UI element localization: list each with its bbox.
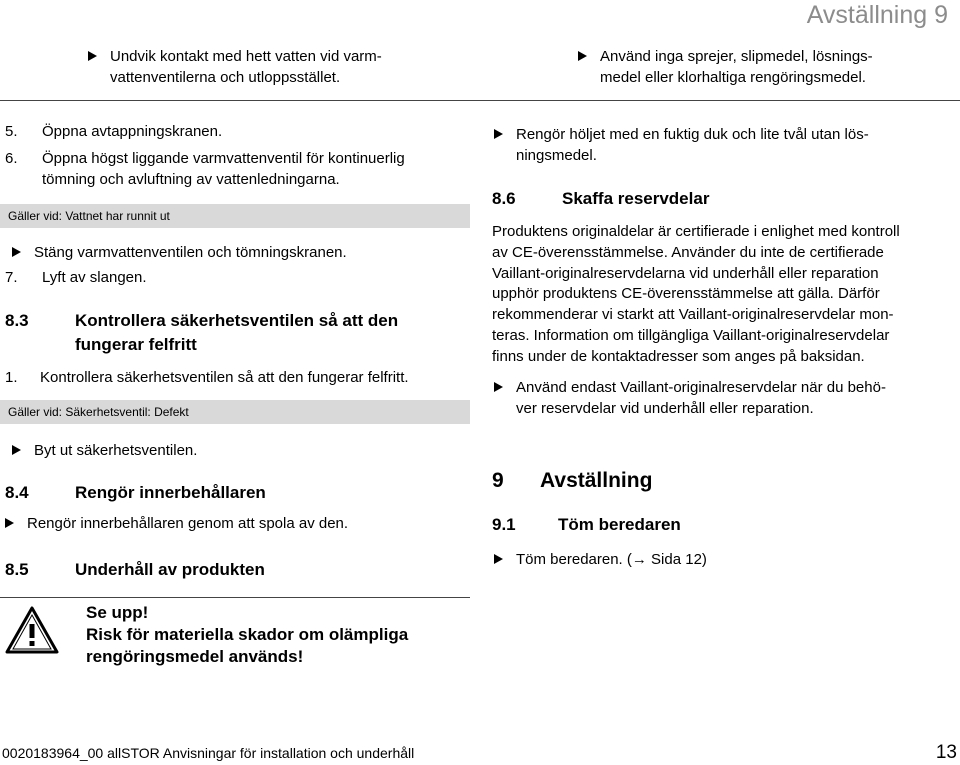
- bullet-use-original-parts: Använd endast Vaillant-originalreservdelar när du behö- ver reservdelar vid underhåll eller reparation.: [494, 377, 958, 419]
- bullet-arrow-icon: [5, 518, 14, 528]
- header-divider: [0, 100, 960, 101]
- step-1: 1. Kontrollera säkerhetsventilen så att den fungerar felfritt.: [5, 369, 409, 386]
- bullet-close-valves: Stäng varmvattenventilen och tömningskranen.: [12, 242, 347, 263]
- condition-label: Gäller vid:: [8, 209, 63, 223]
- condition-value: Vattnet har runnit ut: [65, 209, 170, 223]
- top-right-bullet: Använd inga sprejer, slipmedel, lösnings- medel eller klorhaltiga rengöringsmedel.: [578, 46, 958, 88]
- section-9-1-heading: 9.1 Töm beredaren: [492, 515, 681, 534]
- step-5: 5. Öppna avtappningskranen.: [5, 123, 223, 140]
- warning-triangle-icon: [4, 605, 60, 661]
- section-8-4-heading: 8.4 Rengör innerbehållaren: [5, 483, 266, 502]
- section-8-6-heading: 8.6 Skaffa reservdelar: [492, 189, 710, 208]
- bullet-arrow-icon: [88, 51, 97, 61]
- footer-document-id: 0020183964_00 allSTOR Anvisningar för installation och underhåll: [2, 745, 415, 761]
- warning-divider: [0, 597, 470, 598]
- running-header-title: Avställning 9: [806, 1, 948, 29]
- bullet-arrow-icon: [12, 247, 21, 257]
- condition-value: Säkerhetsventil: Defekt: [65, 405, 189, 419]
- bullet-empty-tank: Töm beredaren. (→ Sida 12): [494, 549, 707, 570]
- section-9-heading: 9 Avställning: [492, 469, 653, 492]
- warning-message: Se upp! Risk för materiella skador om olämpliga rengöringsmedel används!: [86, 602, 466, 668]
- bullet-arrow-icon: [494, 382, 503, 392]
- section-8-5-heading: 8.5 Underhåll av produkten: [5, 560, 265, 579]
- condition-label: Gäller vid:: [8, 405, 63, 419]
- section-8-3-heading: 8.3 Kontrollera säkerhetsventilen så att den fungerar felfritt: [5, 311, 399, 354]
- bullet-clean-casing: Rengör höljet med en fuktig duk och lite tvål utan lös- ningsmedel.: [494, 124, 958, 166]
- warning-title: Se upp!: [86, 603, 149, 622]
- bullet-arrow-icon: [494, 554, 503, 564]
- bullet-rinse-tank: Rengör innerbehållaren genom att spola av den.: [5, 513, 348, 534]
- bullet-replace-valve: Byt ut säkerhetsventilen.: [12, 440, 197, 461]
- bullet-arrow-icon: [12, 445, 21, 455]
- top-left-bullet: Undvik kontakt med hett vatten vid varm- vattenventilerna och utloppsstället.: [88, 46, 468, 88]
- bullet-arrow-icon: [494, 129, 503, 139]
- condition-bar: [0, 400, 470, 424]
- step-7: 7. Lyft av slangen.: [5, 269, 147, 286]
- condition-bar: [0, 204, 470, 228]
- step-6: 6. Öppna högst liggande varmvattenventil för kontinuerlig tömning och avluftning av vattenledningarna.: [5, 150, 405, 188]
- bullet-arrow-icon: [578, 51, 587, 61]
- page-number: 13: [935, 742, 957, 763]
- spare-parts-paragraph: Produktens originaldelar är certifierade i enlighet med kontroll av CE-överensstämmelse. Använder du inte de certifierade Vaillant-originalreservdelarna vid underhåll eller reparation upphör produktens CE-överensstämmelse att gälla. Därför rekommenderar vi starkt att Vaillant-originalreservdelar mon- teras. Information om tillgängliga Vaillant-originalreservdelar finns under de kontaktadresser som anges på baksidan.: [492, 223, 900, 365]
